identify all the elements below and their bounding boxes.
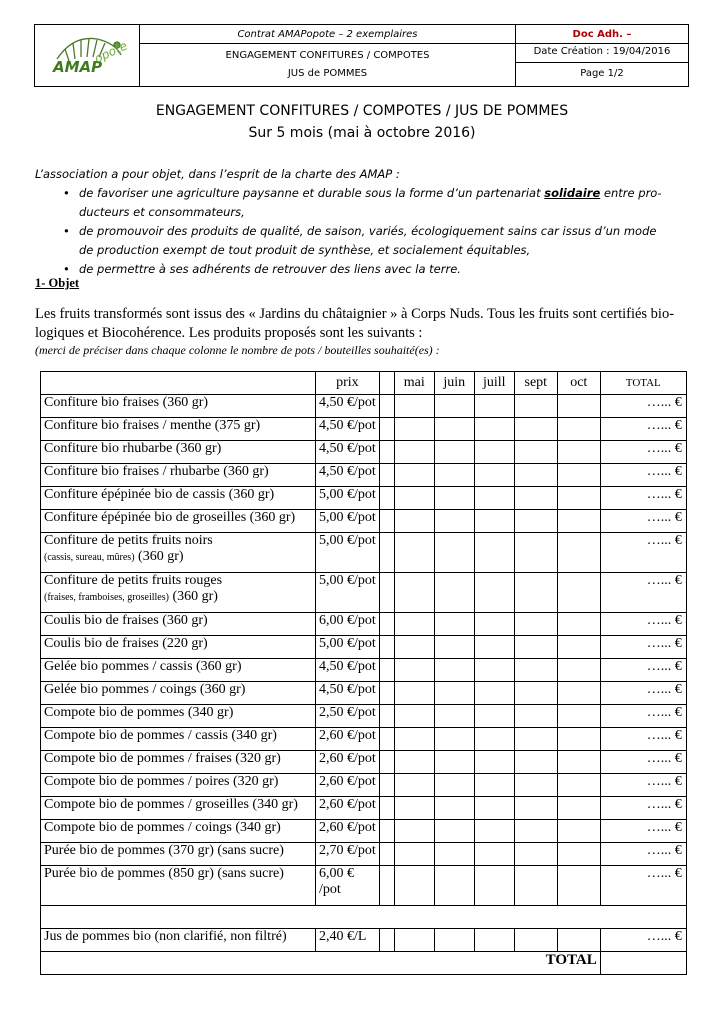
qty-cell-juin[interactable] (434, 659, 474, 682)
header-juill: juill (474, 372, 514, 395)
qty-cell-oct[interactable] (557, 533, 600, 573)
table-row (41, 774, 687, 797)
qty-cell-sept[interactable] (514, 774, 557, 797)
row-total: …... € (600, 820, 686, 843)
product-price: 2,60 €/pot (316, 751, 380, 774)
qty-cell-sept[interactable] (514, 573, 557, 613)
product-price: 2,60 €/pot (316, 797, 380, 820)
row-total: …... € (600, 487, 686, 510)
qty-cell-oct[interactable] (557, 843, 600, 866)
qty-cell-juill[interactable] (474, 613, 514, 636)
product-price: 2,40 €/L (316, 929, 380, 952)
qty-cell-juin[interactable] (434, 533, 474, 573)
page-number: Page 1/2 (580, 68, 624, 79)
qty-cell-juin[interactable] (434, 418, 474, 441)
qty-cell-juin[interactable] (434, 866, 474, 906)
table-row (41, 751, 687, 774)
qty-cell-sept[interactable] (514, 636, 557, 659)
blank-row (41, 906, 687, 929)
qty-cell-juin[interactable] (434, 751, 474, 774)
qty-cell-oct[interactable] (557, 682, 600, 705)
row-total: …... € (600, 751, 686, 774)
table-row (41, 395, 687, 418)
spacer-cell (379, 705, 394, 728)
table-row (41, 573, 687, 613)
row-total: …... € (600, 659, 686, 682)
qty-cell-juin[interactable] (434, 487, 474, 510)
product-name: Confiture bio fraises / rhubarbe (360 gr) (41, 464, 316, 487)
table-row (41, 441, 687, 464)
section-heading: 1- Objet (35, 276, 80, 290)
qty-cell-juill[interactable] (474, 533, 514, 573)
row-total: …... € (600, 728, 686, 751)
contract-label: Contrat AMAPopote – 2 exemplaires (237, 29, 418, 40)
product-name: Compote bio de pommes / fraises (320 gr) (41, 751, 316, 774)
qty-cell-mai[interactable] (394, 774, 434, 797)
qty-cell-juill[interactable] (474, 659, 514, 682)
product-name: Confiture épépinée bio de cassis (360 gr) (41, 487, 316, 510)
product-name: Confiture de petits fruits noirs (cassis, sureau, mûres) (360 gr) (41, 533, 316, 573)
qty-cell-mai[interactable] (394, 929, 434, 952)
order-table (40, 371, 687, 975)
spacer-cell (379, 820, 394, 843)
qty-cell-mai[interactable] (394, 866, 434, 906)
qty-cell-juill[interactable] (474, 636, 514, 659)
qty-cell-sept[interactable] (514, 751, 557, 774)
row-total: …... € (600, 533, 686, 573)
header-sept: sept (514, 372, 557, 395)
product-name: Compote bio de pommes / coings (340 gr) (41, 820, 316, 843)
product-name: Confiture bio rhubarbe (360 gr) (41, 441, 316, 464)
qty-cell-sept[interactable] (514, 510, 557, 533)
table-header-row (41, 372, 687, 395)
product-price: 2,70 €/pot (316, 843, 380, 866)
qty-cell-mai[interactable] (394, 395, 434, 418)
qty-cell-juin[interactable] (434, 573, 474, 613)
qty-cell-sept[interactable] (514, 418, 557, 441)
qty-cell-juill[interactable] (474, 573, 514, 613)
page-title: ENGAGEMENT CONFITURES / COMPOTES / JUS DE POMMES (155, 103, 569, 119)
table-row (41, 866, 687, 906)
spacer-cell (379, 395, 394, 418)
qty-cell-oct[interactable] (557, 929, 600, 952)
table-row (41, 510, 687, 533)
product-name: Confiture bio fraises (360 gr) (41, 395, 316, 418)
product-name: Compote bio de pommes / poires (320 gr) (41, 774, 316, 797)
qty-cell-sept[interactable] (514, 929, 557, 952)
qty-cell-mai[interactable] (394, 464, 434, 487)
document-header (34, 24, 689, 87)
table-row (41, 843, 687, 866)
qty-cell-juill[interactable] (474, 774, 514, 797)
product-name: Purée bio de pommes (370 gr) (sans sucre) (41, 843, 316, 866)
product-price: 2,60 €/pot (316, 728, 380, 751)
row-total: …... € (600, 395, 686, 418)
spacer-cell (379, 843, 394, 866)
header-oct: oct (557, 372, 600, 395)
qty-cell-juill[interactable] (474, 866, 514, 906)
table-row (41, 487, 687, 510)
header-total: TOTAL (600, 372, 686, 395)
qty-cell-juin[interactable] (434, 774, 474, 797)
qty-cell-oct[interactable] (557, 613, 600, 636)
row-total: …... € (600, 929, 686, 952)
table-row (41, 797, 687, 820)
product-price: 4,50 €/pot (316, 659, 380, 682)
qty-cell-oct[interactable] (557, 487, 600, 510)
row-total: …... € (600, 418, 686, 441)
product-price: 2,60 €/pot (316, 774, 380, 797)
intro-section (35, 165, 685, 279)
row-total: …... € (600, 441, 686, 464)
product-name: Compote bio de pommes (340 gr) (41, 705, 316, 728)
intro-bullet: • de permettre à ses adhérents de retrouver des liens avec la terre. (79, 260, 685, 279)
qty-cell-juin[interactable] (434, 820, 474, 843)
qty-cell-mai[interactable] (394, 573, 434, 613)
qty-cell-juill[interactable] (474, 487, 514, 510)
qty-cell-oct[interactable] (557, 441, 600, 464)
qty-cell-sept[interactable] (514, 705, 557, 728)
qty-cell-juin[interactable] (434, 843, 474, 866)
spacer-cell (379, 728, 394, 751)
blank-cell (41, 906, 687, 929)
header-prix: prix (316, 372, 380, 395)
row-total: …... € (600, 464, 686, 487)
table-row (41, 929, 687, 952)
product-price: 6,00 €/pot (316, 613, 380, 636)
qty-cell-juill[interactable] (474, 929, 514, 952)
product-price: 4,50 €/pot (316, 682, 380, 705)
row-total: …... € (600, 705, 686, 728)
qty-cell-sept[interactable] (514, 843, 557, 866)
amapopote-logo (35, 25, 140, 86)
spacer-cell (379, 573, 394, 613)
qty-cell-juin[interactable] (434, 705, 474, 728)
qty-cell-mai[interactable] (394, 751, 434, 774)
qty-cell-sept[interactable] (514, 533, 557, 573)
product-price: 4,50 €/pot (316, 418, 380, 441)
product-name: Compote bio de pommes / groseilles (340 gr) (41, 797, 316, 820)
row-total: …... € (600, 613, 686, 636)
product-price: 5,00 €/pot (316, 487, 380, 510)
qty-cell-oct[interactable] (557, 774, 600, 797)
product-name: Gelée bio pommes / coings (360 gr) (41, 682, 316, 705)
table-row (41, 820, 687, 843)
table-row (41, 464, 687, 487)
qty-cell-sept[interactable] (514, 659, 557, 682)
intro-bullet: • de promouvoir des produits de qualité, de saison, variés, écologiquement sains car issus d’un mode de production exempt de tout produit de synthèse, et socialement équitables, (79, 222, 685, 260)
spacer-cell (379, 441, 394, 464)
qty-cell-sept[interactable] (514, 797, 557, 820)
table-row (41, 705, 687, 728)
objet-paragraph: Les fruits transformés sont issus des « Jardins du châtaignier » à Corps Nuds. Tous les fruits sont certifiés bio- logiques et Biocohérence. Les produits proposés sont les suivants : (35, 306, 675, 341)
grand-total-label: TOTAL (41, 952, 601, 975)
qty-cell-juill[interactable] (474, 682, 514, 705)
qty-cell-mai[interactable] (394, 533, 434, 573)
qty-cell-sept[interactable] (514, 464, 557, 487)
qty-cell-sept[interactable] (514, 728, 557, 751)
qty-cell-sept[interactable] (514, 487, 557, 510)
doc-adh-label: Doc Adh. – (572, 29, 632, 40)
qty-cell-juill[interactable] (474, 843, 514, 866)
spacer-cell (379, 487, 394, 510)
doc-type: ENGAGEMENT CONFITURES / COMPOTES (225, 50, 430, 61)
product-price: 2,50 €/pot (316, 705, 380, 728)
qty-cell-juin[interactable] (434, 613, 474, 636)
product-name: Purée bio de pommes (850 gr) (sans sucre) (41, 866, 316, 906)
product-price: 5,00 €/pot (316, 510, 380, 533)
spacer-cell (379, 464, 394, 487)
product-name: Compote bio de pommes / cassis (340 gr) (41, 728, 316, 751)
table-row (41, 728, 687, 751)
product-price: 2,60 €/pot (316, 820, 380, 843)
qty-cell-sept[interactable] (514, 441, 557, 464)
spacer-cell (379, 510, 394, 533)
qty-cell-sept[interactable] (514, 682, 557, 705)
qty-cell-juill[interactable] (474, 820, 514, 843)
qty-cell-mai[interactable] (394, 636, 434, 659)
qty-cell-juill[interactable] (474, 510, 514, 533)
qty-cell-juin[interactable] (434, 929, 474, 952)
qty-cell-oct[interactable] (557, 659, 600, 682)
qty-cell-oct[interactable] (557, 395, 600, 418)
qty-cell-oct[interactable] (557, 797, 600, 820)
grand-total-row (41, 952, 687, 975)
row-total: …... € (600, 797, 686, 820)
spacer-cell (379, 636, 394, 659)
qty-cell-mai[interactable] (394, 613, 434, 636)
table-row (41, 659, 687, 682)
qty-cell-mai[interactable] (394, 682, 434, 705)
qty-cell-juill[interactable] (474, 797, 514, 820)
qty-cell-mai[interactable] (394, 487, 434, 510)
qty-cell-oct[interactable] (557, 510, 600, 533)
svg-text:opote: opote (92, 38, 130, 66)
qty-cell-oct[interactable] (557, 636, 600, 659)
qty-cell-juill[interactable] (474, 705, 514, 728)
header-juin: juin (434, 372, 474, 395)
qty-cell-mai[interactable] (394, 820, 434, 843)
qty-cell-oct[interactable] (557, 573, 600, 613)
qty-cell-juill[interactable] (474, 728, 514, 751)
spacer-cell (379, 659, 394, 682)
intro-lead: L’association a pour objet, dans l’esprit de la charte des AMAP : (35, 167, 400, 181)
qty-cell-juin[interactable] (434, 510, 474, 533)
product-name: Confiture épépinée bio de groseilles (360 gr) (41, 510, 316, 533)
header-mai: mai (394, 372, 434, 395)
page-subtitle: Sur 5 mois (mai à octobre 2016) (248, 125, 476, 141)
objet-note: (merci de préciser dans chaque colonne le nombre de pots / bouteilles souhaité(es) : (35, 343, 440, 357)
qty-cell-mai[interactable] (394, 728, 434, 751)
qty-cell-oct[interactable] (557, 418, 600, 441)
header-spacer (379, 372, 394, 395)
qty-cell-juill[interactable] (474, 418, 514, 441)
qty-cell-juin[interactable] (434, 636, 474, 659)
qty-cell-juin[interactable] (434, 682, 474, 705)
product-price: 4,50 €/pot (316, 441, 380, 464)
row-total: …... € (600, 843, 686, 866)
spacer-cell (379, 682, 394, 705)
qty-cell-juin[interactable] (434, 797, 474, 820)
spacer-cell (379, 929, 394, 952)
qty-cell-juill[interactable] (474, 395, 514, 418)
row-total: …... € (600, 636, 686, 659)
product-price: 5,00 €/pot (316, 573, 380, 613)
product-name: Coulis bio de fraises (220 gr) (41, 636, 316, 659)
table-row (41, 533, 687, 573)
grand-total-value[interactable] (600, 952, 686, 975)
product-name: Gelée bio pommes / cassis (360 gr) (41, 659, 316, 682)
qty-cell-oct[interactable] (557, 705, 600, 728)
qty-cell-mai[interactable] (394, 843, 434, 866)
doc-subtype: JUS de POMMES (287, 68, 368, 79)
row-total: …... € (600, 573, 686, 613)
header-product (41, 372, 316, 395)
row-total: …... € (600, 774, 686, 797)
row-total: …... € (600, 866, 686, 906)
qty-cell-sept[interactable] (514, 820, 557, 843)
qty-cell-sept[interactable] (514, 613, 557, 636)
qty-cell-mai[interactable] (394, 797, 434, 820)
qty-cell-juill[interactable] (474, 464, 514, 487)
intro-bullet: • de favoriser une agriculture paysanne et durable sous la forme d’un partenariat solidaire entre pro- ducteurs et consommateurs, (79, 184, 685, 222)
product-name: Confiture bio fraises / menthe (375 gr) (41, 418, 316, 441)
product-price: 6,00 € /pot (316, 866, 380, 906)
product-price: 5,00 €/pot (316, 636, 380, 659)
qty-cell-oct[interactable] (557, 866, 600, 906)
spacer-cell (379, 866, 394, 906)
product-price: 5,00 €/pot (316, 533, 380, 573)
product-name: Confiture de petits fruits rouges (fraises, framboises, groseilles) (360 gr) (41, 573, 316, 613)
qty-cell-juill[interactable] (474, 441, 514, 464)
spacer-cell (379, 774, 394, 797)
table-row (41, 636, 687, 659)
spacer-cell (379, 751, 394, 774)
qty-cell-mai[interactable] (394, 705, 434, 728)
qty-cell-juin[interactable] (434, 395, 474, 418)
qty-cell-juin[interactable] (434, 464, 474, 487)
qty-cell-oct[interactable] (557, 464, 600, 487)
qty-cell-mai[interactable] (394, 418, 434, 441)
table-row (41, 613, 687, 636)
qty-cell-oct[interactable] (557, 751, 600, 774)
product-price: 4,50 €/pot (316, 395, 380, 418)
spacer-cell (379, 797, 394, 820)
qty-cell-mai[interactable] (394, 510, 434, 533)
qty-cell-sept[interactable] (514, 866, 557, 906)
table-row (41, 418, 687, 441)
qty-cell-sept[interactable] (514, 395, 557, 418)
qty-cell-oct[interactable] (557, 728, 600, 751)
qty-cell-mai[interactable] (394, 659, 434, 682)
spacer-cell (379, 613, 394, 636)
qty-cell-juin[interactable] (434, 441, 474, 464)
spacer-cell (379, 418, 394, 441)
row-total: …... € (600, 682, 686, 705)
qty-cell-juin[interactable] (434, 728, 474, 751)
date-creation: Date Création : 19/04/2016 (533, 46, 671, 57)
qty-cell-oct[interactable] (557, 820, 600, 843)
table-row (41, 682, 687, 705)
product-name: Jus de pommes bio (non clarifié, non filtré) (41, 929, 316, 952)
spacer-cell (379, 533, 394, 573)
qty-cell-juill[interactable] (474, 751, 514, 774)
row-total: …... € (600, 510, 686, 533)
product-price: 4,50 €/pot (316, 464, 380, 487)
svg-text:AMAP: AMAP (53, 58, 103, 76)
product-name: Coulis bio de fraises (360 gr) (41, 613, 316, 636)
qty-cell-mai[interactable] (394, 441, 434, 464)
